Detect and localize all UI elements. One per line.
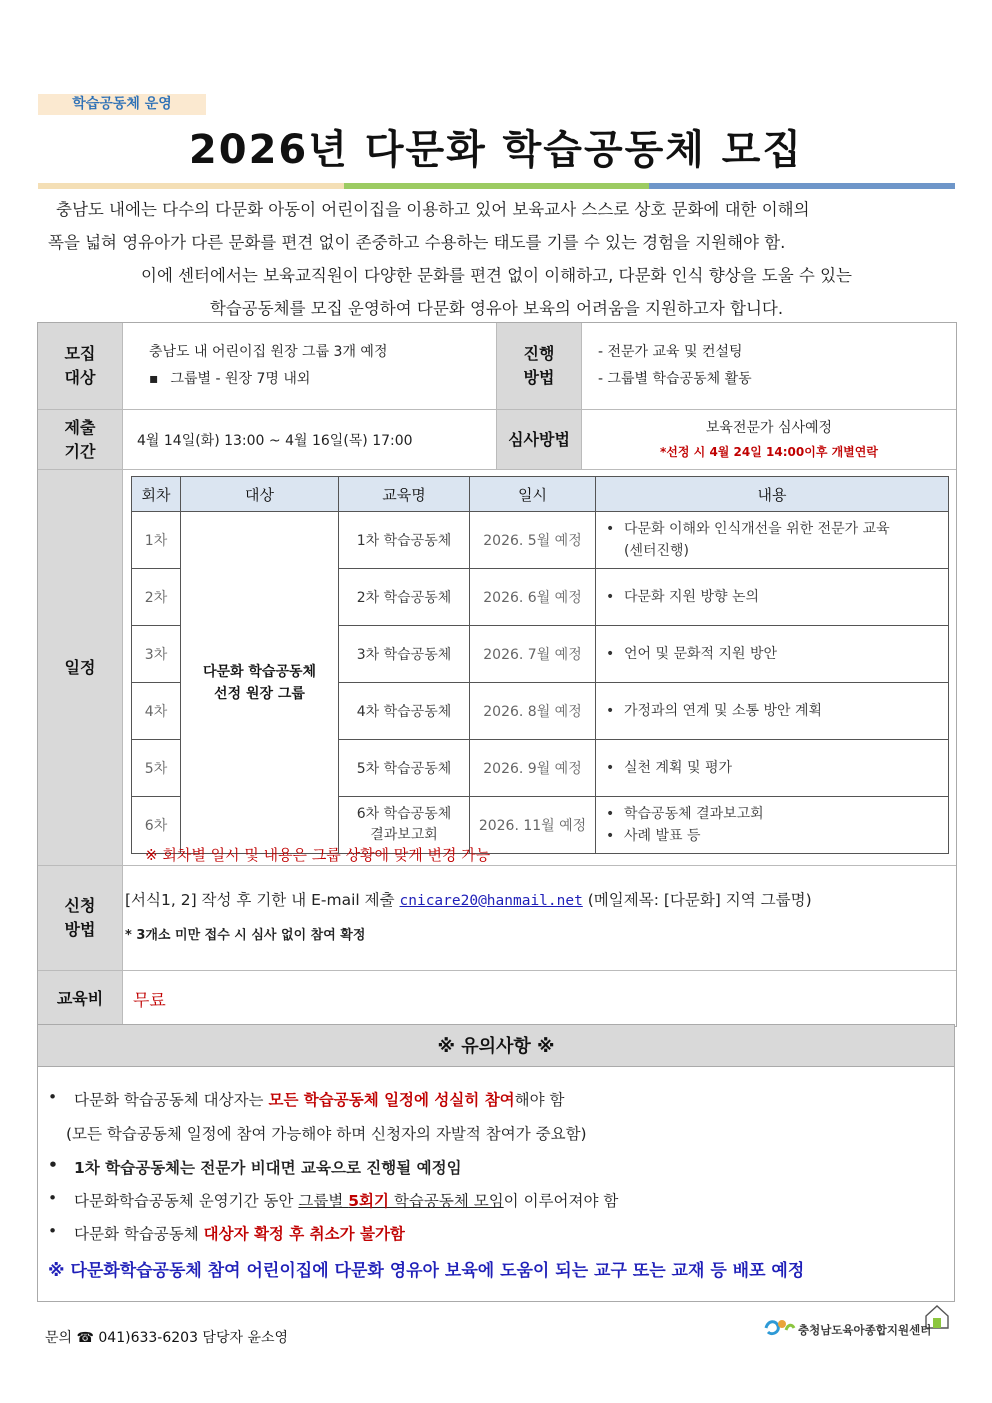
intro-line: 충남도 내에는 다수의 다문화 아동이 어린이집을 이용하고 있어 보육교사 스스로 상호 문화에 대한 이해의 bbox=[56, 200, 810, 219]
bar-segment-2 bbox=[344, 183, 650, 189]
note-2-text: 1차 학습공동체는 전문가 비대면 교육으로 진행될 예정임 bbox=[74, 1159, 462, 1177]
list-item: • 언어 및 문화적 지원 방안 bbox=[604, 643, 947, 665]
session-content bbox=[596, 797, 949, 854]
session-date: 2026. 8월 예정 bbox=[470, 683, 596, 740]
session-name: 3차 학습공동체 bbox=[339, 626, 470, 683]
note-text: 이 이루어져야 함 bbox=[503, 1192, 619, 1210]
schedule-table bbox=[131, 476, 949, 854]
contact-info: 문의 ☎ 041)633-6203 담당자 윤소영 bbox=[45, 1330, 289, 1346]
bar-segment-3 bbox=[649, 183, 955, 189]
session-name: 4차 학습공동체 bbox=[339, 683, 470, 740]
schedule-notice: ※ 회차별 일시 및 내용은 그룹 상황에 맞게 변경 가능 bbox=[145, 846, 491, 864]
note-3-text bbox=[74, 1189, 618, 1211]
submit-period: 4월 14일(화) 13:00 ~ 4월 16일(목) 17:00 bbox=[123, 410, 497, 469]
session-content bbox=[596, 740, 949, 797]
col-header: 대상 bbox=[181, 477, 339, 512]
org-name: 충청남도육아종합지원센터 bbox=[798, 1323, 932, 1337]
intro-paragraph bbox=[38, 193, 955, 325]
note-text: 다문화학습공동체 운영기간 동안 bbox=[74, 1192, 299, 1210]
session-date: 2026. 5월 예정 bbox=[470, 512, 596, 569]
note-4-text bbox=[74, 1222, 405, 1244]
email-link[interactable]: cnicare20@hanmail.net bbox=[399, 892, 583, 909]
recruit-target bbox=[123, 323, 497, 409]
session-content bbox=[596, 512, 949, 569]
list-item: • 학습공동체 결과보고회 bbox=[604, 803, 947, 825]
session-date: 2026. 11월 예정 bbox=[470, 797, 596, 854]
bar-segment-1 bbox=[38, 183, 344, 189]
submit-row bbox=[38, 410, 956, 470]
method-line-1: - 전문가 교육 및 컨설팅 bbox=[598, 344, 743, 360]
session-date: 2026. 7월 예정 bbox=[470, 626, 596, 683]
note-text: 다문화 학습공동체 bbox=[74, 1225, 204, 1243]
note-text: 학습공동체 모임 bbox=[389, 1192, 504, 1210]
bullet-icon: • bbox=[48, 1156, 58, 1174]
recruit-line-1: 충남도 내 어린이집 원장 그룹 3개 예정 bbox=[149, 344, 388, 360]
note-1-text bbox=[74, 1088, 565, 1110]
notes-box bbox=[37, 1066, 955, 1302]
session-number: 5차 bbox=[132, 740, 181, 797]
recruit-row bbox=[38, 323, 956, 410]
list-item: • 다문화 이해와 인식개선을 위한 전문가 교육 (센터진행) bbox=[604, 518, 947, 562]
schedule-row bbox=[38, 470, 956, 866]
info-table bbox=[37, 322, 957, 1027]
session-number: 1차 bbox=[132, 512, 181, 569]
apply-text-after: (메일제목: [다문화] 지역 그룹명) bbox=[582, 890, 812, 909]
session-number: 6차 bbox=[132, 797, 181, 854]
schedule-header-row bbox=[132, 477, 949, 512]
bullet-icon: • bbox=[48, 1189, 58, 1207]
session-number: 2차 bbox=[132, 569, 181, 626]
review-content bbox=[582, 410, 956, 469]
notes-title: ※ 유의사항 ※ bbox=[37, 1024, 955, 1067]
col-header: 내용 bbox=[596, 477, 949, 512]
square-bullet-icon: ▪ bbox=[149, 371, 159, 387]
method-content bbox=[582, 323, 956, 409]
session-content bbox=[596, 626, 949, 683]
note-1-sub: (모든 학습공동체 일정에 참여 가능해야 하며 신청자의 자발적 참여가 중요함) bbox=[66, 1125, 587, 1143]
session-name: 5차 학습공동체 bbox=[339, 740, 470, 797]
session-number: 4차 bbox=[132, 683, 181, 740]
submit-label: 제출 기간 bbox=[38, 410, 123, 469]
schedule-label: 일정 bbox=[38, 470, 123, 865]
intro-line: 폭을 넓혀 영유아가 다른 문화를 편견 없이 존중하고 수용하는 태도를 기를 수 있는 경험을 지원해야 함. bbox=[48, 233, 786, 252]
review-note: *선정 시 4월 24일 14:00이후 개별연락 bbox=[660, 444, 878, 459]
bullet-icon: • bbox=[48, 1222, 58, 1240]
recruit-line-2 bbox=[137, 366, 482, 393]
section-tag: 학습공동체 운영 bbox=[38, 94, 206, 115]
list-item: • 실천 계획 및 평가 bbox=[604, 757, 947, 779]
intro-line: 학습공동체를 모집 운영하여 다문화 영유아 보육의 어려움을 지원하고자 합니다. bbox=[209, 299, 784, 318]
session-date: 2026. 9월 예정 bbox=[470, 740, 596, 797]
review-label: 심사방법 bbox=[497, 410, 582, 469]
list-item: • 다문화 지원 방향 논의 bbox=[604, 586, 947, 608]
note-highlight: 5회기 bbox=[348, 1192, 389, 1210]
note-5: ※ 다문화학습공동체 참여 어린이집에 다문화 영유아 보육에 도움이 되는 교구 또는 교재 등 배포 예정 bbox=[48, 1261, 805, 1281]
apply-label: 신청 방법 bbox=[38, 866, 123, 970]
apply-row bbox=[38, 866, 956, 971]
note-highlight: 모든 학습공동체 일정에 성실히 참여 bbox=[268, 1091, 515, 1109]
col-header: 교육명 bbox=[339, 477, 470, 512]
session-number: 3차 bbox=[132, 626, 181, 683]
note-highlight: 대상자 확정 후 취소가 불가함 bbox=[203, 1225, 405, 1243]
session-name: 1차 학습공동체 bbox=[339, 512, 470, 569]
apply-line bbox=[125, 888, 942, 910]
session-date: 2026. 6월 예정 bbox=[470, 569, 596, 626]
apply-note: * 3개소 미만 접수 시 심사 없이 참여 확정 bbox=[125, 927, 366, 943]
title-color-bar bbox=[38, 183, 955, 189]
recruit-label: 모집 대상 bbox=[38, 323, 123, 409]
note-text: 다문화 학습공동체 대상자는 bbox=[74, 1091, 269, 1109]
apply-text: [서식1, 2] 작성 후 기한 내 E-mail 제출 bbox=[125, 890, 400, 909]
review-text: 보육전문가 심사예정 bbox=[705, 419, 833, 436]
method-line-2: - 그룹별 학습공동체 활동 bbox=[598, 371, 752, 387]
fee-value: 무료 bbox=[133, 991, 166, 1011]
note-text: 해야 함 bbox=[514, 1091, 565, 1109]
session-content bbox=[596, 683, 949, 740]
apply-content bbox=[123, 866, 956, 970]
list-item: • 사례 발표 등 bbox=[604, 825, 947, 847]
fee-label: 교육비 bbox=[38, 971, 123, 1026]
list-item: • 가정과의 연계 및 소통 방안 계획 bbox=[604, 700, 947, 722]
method-label: 진행 방법 bbox=[497, 323, 582, 409]
note-text: 그룹별 bbox=[298, 1192, 349, 1210]
schedule-area bbox=[123, 470, 956, 865]
note-underline bbox=[298, 1192, 503, 1210]
session-name: 2차 학습공동체 bbox=[339, 569, 470, 626]
intro-line: 이에 센터에서는 보육교직원이 다양한 문화를 편견 없이 이해하고, 다문화 인식 향상을 도울 수 있는 bbox=[141, 266, 852, 285]
col-header: 회차 bbox=[132, 477, 181, 512]
col-header: 일시 bbox=[470, 477, 596, 512]
target-group: 다문화 학습공동체 선정 원장 그룹 bbox=[181, 512, 339, 854]
session-content bbox=[596, 569, 949, 626]
org-logo bbox=[762, 1302, 952, 1342]
recruit-line-2-text: 그룹별 - 원장 7명 내외 bbox=[170, 371, 311, 387]
page-title: 2026년 다문화 학습공동체 모집 bbox=[188, 127, 804, 173]
bullet-icon: • bbox=[48, 1088, 58, 1106]
fee-row bbox=[38, 971, 956, 1026]
session-name: 6차 학습공동체 결과보고회 bbox=[339, 797, 470, 854]
table-row bbox=[132, 512, 949, 569]
